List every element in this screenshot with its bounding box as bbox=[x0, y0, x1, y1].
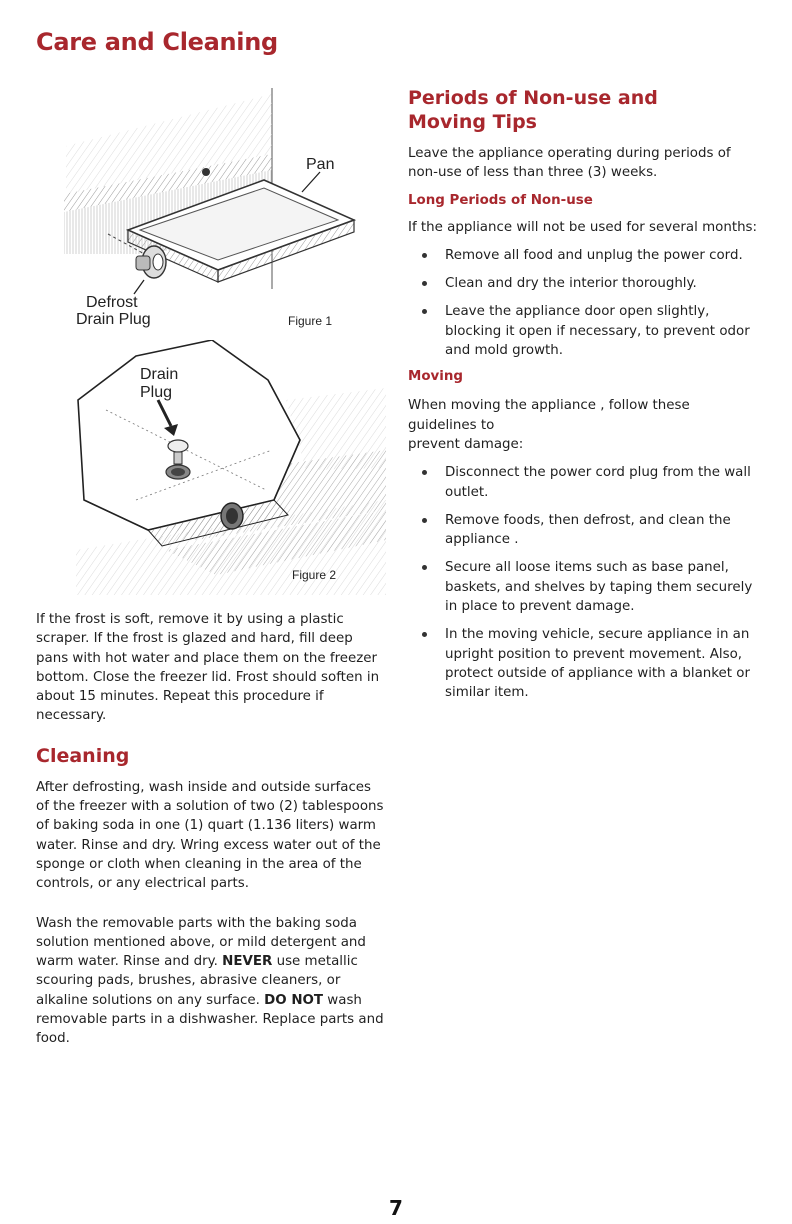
bullet-icon bbox=[422, 253, 427, 258]
bullet-icon bbox=[422, 309, 427, 314]
page-title: Care and Cleaning bbox=[36, 28, 278, 56]
plug-label: Plug bbox=[140, 384, 173, 401]
list-item-text: Clean and dry the interior thoroughly. bbox=[445, 276, 697, 292]
long-periods-intro: If the appliance will not be used for several months: bbox=[408, 219, 758, 235]
never-emphasis: NEVER bbox=[222, 954, 273, 970]
do-not-emphasis: DO NOT bbox=[264, 992, 324, 1008]
list-item-text: Secure all loose items such as base panel, baskets, and shelves by taping them securely in place to prevent damage. bbox=[445, 560, 753, 615]
figure-1-caption: Figure 1 bbox=[288, 314, 333, 328]
list-item-text: Leave the appliance door open slightly, blocking it open if necessary, to prevent odor and mold growth. bbox=[445, 304, 750, 359]
drain-plug-label: Drain Plug bbox=[76, 311, 151, 328]
figure-1 bbox=[36, 84, 388, 334]
bullet-icon bbox=[422, 281, 427, 286]
pan-label: Pan bbox=[306, 156, 335, 173]
bullet-icon bbox=[422, 518, 427, 523]
figure-2 bbox=[36, 340, 388, 602]
non-use-heading-line2: Moving Tips bbox=[408, 111, 537, 133]
non-use-heading-line1: Periods of Non-use and bbox=[408, 87, 658, 109]
non-use-intro: Leave the appliance operating during periods of non-use of less than three (3) weeks. bbox=[408, 146, 731, 181]
list-item bbox=[408, 463, 758, 502]
list-item bbox=[408, 302, 758, 360]
wash-text-3: wash removable parts in a dishwasher. Replace parts and food. bbox=[36, 992, 384, 1047]
moving-heading: Moving bbox=[408, 369, 463, 385]
page-number: 7 bbox=[389, 1196, 403, 1220]
bullet-icon bbox=[422, 632, 427, 637]
moving-intro bbox=[408, 396, 758, 454]
figure-2-illustration bbox=[36, 340, 388, 602]
moving-intro-line1: When moving the appliance , follow these guidelines to bbox=[408, 398, 690, 433]
long-periods-heading: Long Periods of Non-use bbox=[408, 192, 593, 208]
list-item bbox=[408, 246, 758, 265]
non-use-heading bbox=[408, 86, 758, 134]
wash-paragraph bbox=[36, 914, 388, 1049]
wash-text-1: Wash the removable parts with the baking soda solution mentioned above, or mild detergent and warm water. Rinse and dry. bbox=[36, 915, 366, 970]
bullet-icon bbox=[422, 470, 427, 475]
list-item-text: Disconnect the power cord plug from the wall outlet. bbox=[445, 465, 751, 500]
cleaning-heading: Cleaning bbox=[36, 744, 130, 767]
list-item-text: Remove all food and unplug the power cord. bbox=[445, 247, 743, 263]
frost-paragraph: If the frost is soft, remove it by using a plastic scraper. If the frost is glazed and hard, fill deep pans with hot water and place them on the freezer bottom. Close the freezer lid. Frost should soften in about 15 minutes. Repeat this procedure if necessary. bbox=[36, 612, 380, 724]
list-item-text: Remove foods, then defrost, and clean the appliance . bbox=[445, 512, 731, 548]
list-item-text: In the moving vehicle, secure appliance in an upright position to prevent movement. Also, protect outside of appliance with a blanket or similar item. bbox=[445, 627, 751, 701]
moving-intro-line2: prevent damage: bbox=[408, 436, 524, 452]
list-item bbox=[408, 558, 758, 616]
left-column bbox=[36, 84, 388, 1049]
list-item bbox=[408, 511, 758, 550]
list-item bbox=[408, 274, 758, 293]
moving-list bbox=[408, 463, 758, 702]
right-column bbox=[408, 86, 758, 712]
defrost-label: Defrost bbox=[86, 294, 138, 311]
long-periods-list bbox=[408, 246, 758, 360]
bullet-icon bbox=[422, 565, 427, 570]
drain-label: Drain bbox=[140, 366, 179, 383]
wash-text-2: use metallic scouring pads, brushes, abrasive cleaners, or alkaline solutions on any surface. bbox=[36, 954, 358, 1008]
figure-2-caption: Figure 2 bbox=[292, 568, 337, 582]
cleaning-paragraph: After defrosting, wash inside and outside surfaces of the freezer with a solution of two (2) tablespoons of baking soda in one (1) quart (1.136 liters) warm water. Rinse and dry. Wring excess water out of the sponge or cloth when cleaning in the area of the controls, or any electrical parts. bbox=[36, 779, 384, 892]
list-item bbox=[408, 625, 758, 702]
